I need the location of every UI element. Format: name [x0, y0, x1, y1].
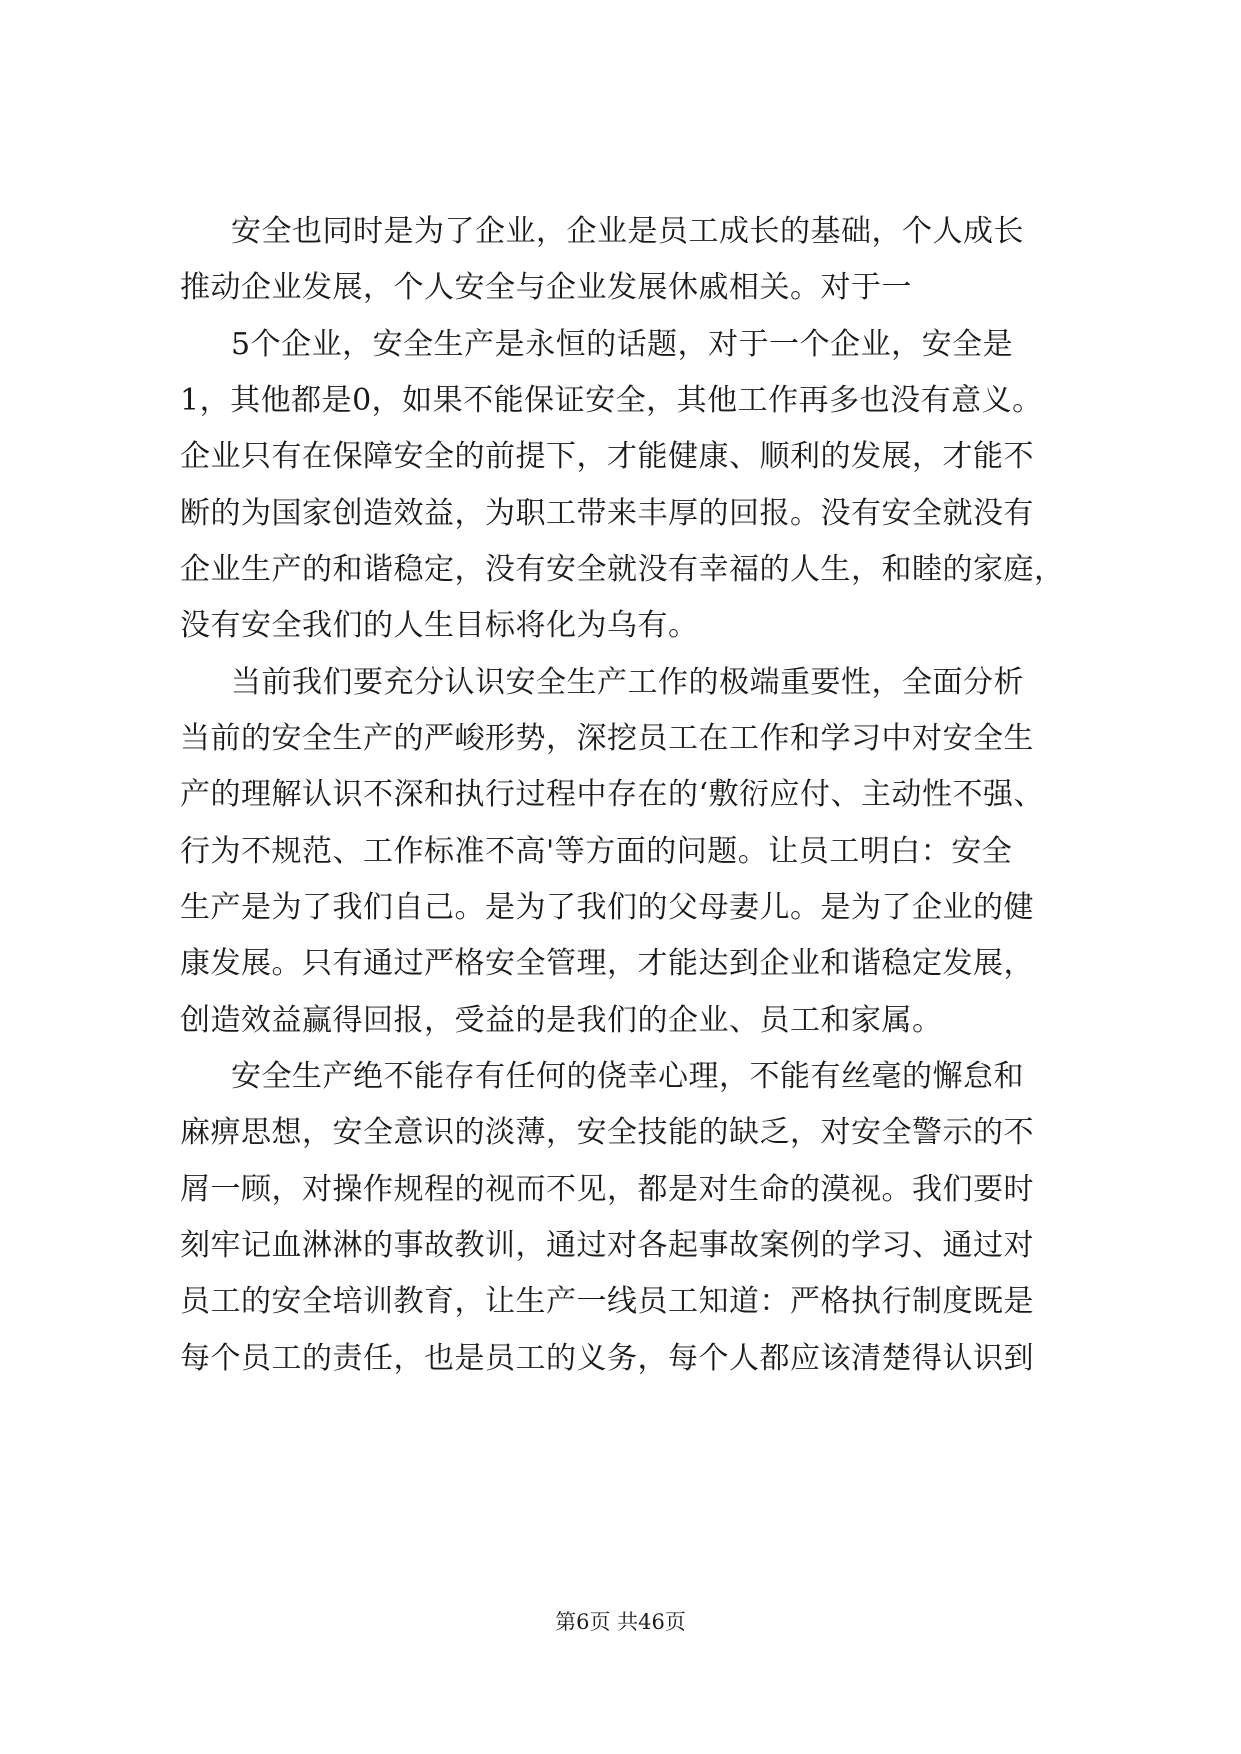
paragraph-2-line-2: 1，其他都是0，如果不能保证安全，其他工作再多也没有意义。	[180, 383, 1043, 418]
paragraph-1-line-1: 安全也同时是为了企业，企业是员工成长的基础，个人成长	[231, 214, 1024, 249]
paragraph-2-line-3: 企业只有在保障安全的前提下，才能健康、顺利的发展，才能不	[180, 439, 1034, 474]
paragraph-4-line-6: 每个员工的责任，也是员工的义务，每个人都应该清楚得认识到	[180, 1341, 1034, 1376]
paragraph-2-line-4: 断的为国家创造效益，为职工带来丰厚的回报。没有安全就没有	[180, 496, 1034, 531]
paragraph-3-line-1: 当前我们要充分认识安全生产工作的极端重要性，全面分析	[231, 665, 1024, 700]
paragraph-4-line-4: 刻牢记血淋淋的事故教训，通过对各起事故案例的学习、通过对	[180, 1228, 1034, 1263]
paragraph-3-line-4: 行为不规范、工作标准不高'等方面的问题。让员工明白：安全	[180, 834, 1013, 869]
paragraph-1-line-2: 推动企业发展，个人安全与企业发展休戚相关。对于一	[180, 270, 912, 305]
paragraph-3-line-6: 康发展。只有通过严格安全管理，才能达到企业和谐稳定发展，	[180, 946, 1034, 981]
paragraph-2-line-5: 企业生产的和谐稳定，没有安全就没有幸福的人生，和睦的家庭，	[180, 552, 1065, 587]
paragraph-4-line-1: 安全生产绝不能存有任何的侥幸心理，不能有丝毫的懈怠和	[231, 1059, 1024, 1094]
paragraph-4-line-3: 屑一顾，对操作规程的视而不见，都是对生命的漠视。我们要时	[180, 1172, 1034, 1207]
paragraph-2-line-6: 没有安全我们的人生目标将化为乌有。	[180, 608, 699, 643]
paragraph-3-line-2: 当前的安全生产的严峻形势，深挖员工在工作和学习中对安全生	[180, 721, 1034, 756]
paragraph-4-line-2: 麻痹思想，安全意识的淡薄，安全技能的缺乏，对安全警示的不	[180, 1115, 1034, 1150]
paragraph-2-line-1: 5个企业，安全生产是永恒的话题，对于一个企业，安全是	[231, 327, 1014, 362]
paragraph-4-line-5: 员工的安全培训教育，让生产一线员工知道：严格执行制度既是	[180, 1284, 1034, 1319]
paragraph-3-line-7: 创造效益赢得回报，受益的是我们的企业、员工和家属。	[180, 1003, 943, 1038]
paragraph-3-line-5: 生产是为了我们自己。是为了我们的父母妻儿。是为了企业的健	[180, 890, 1034, 925]
paragraph-3-line-3: 产的理解认识不深和执行过程中存在的‘敷衍应付、主动性不强、	[180, 777, 1045, 812]
page-footer: 第6页 共46页	[555, 1610, 686, 1634]
